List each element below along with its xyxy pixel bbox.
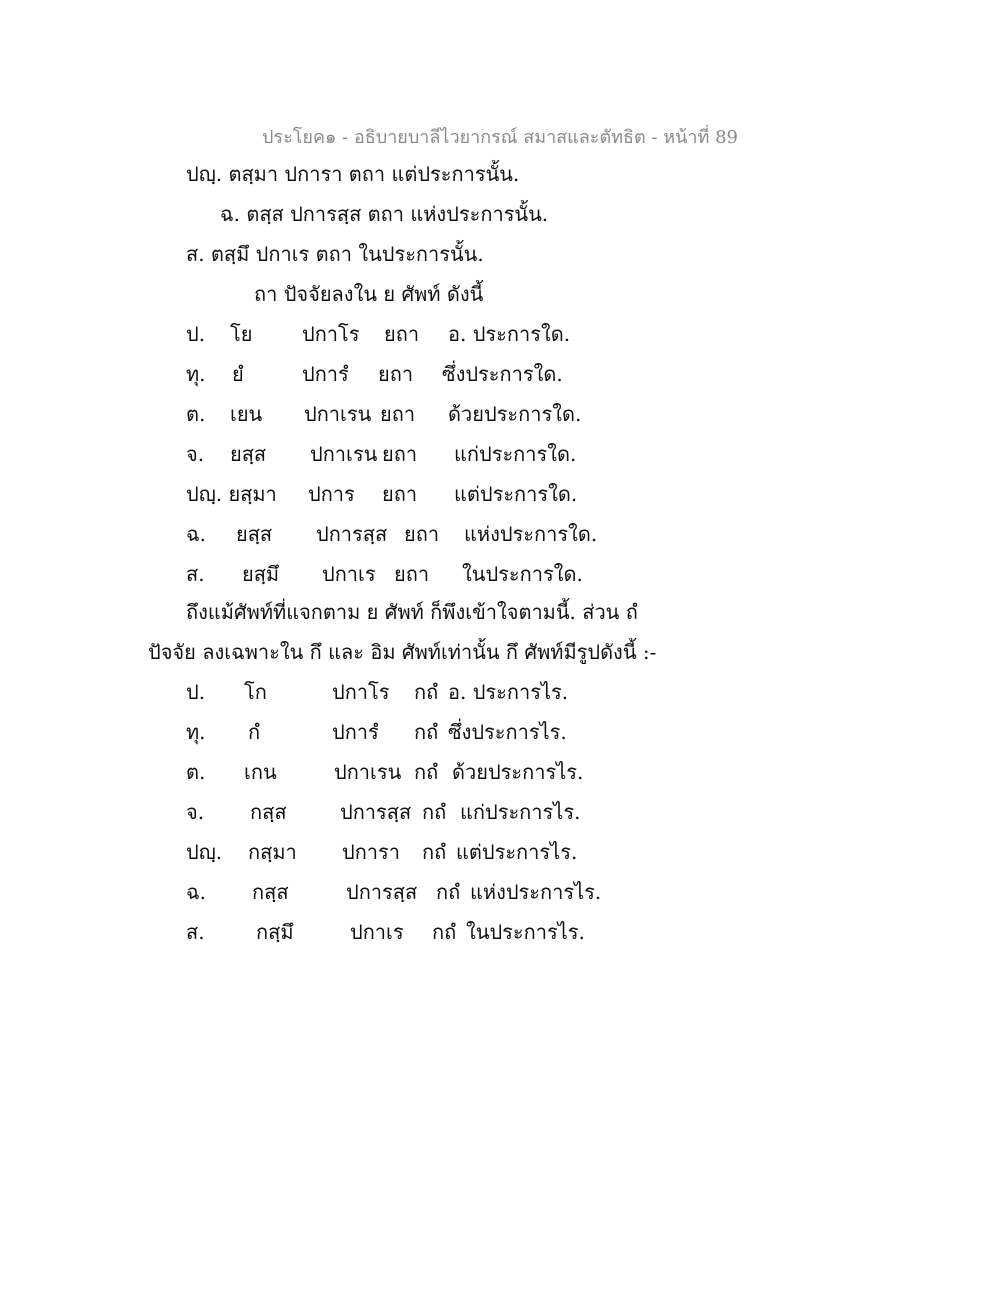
noun-form: ปกาเร	[350, 920, 404, 944]
pronoun-form: โก	[244, 680, 267, 704]
ka-table-row	[186, 878, 886, 906]
case-label: จ.	[186, 800, 205, 824]
intro-line-ablative: ปญฺ. ตสฺมา ปการา ตถา แต่ประการนั้น.	[186, 162, 520, 186]
case-label: ปญฺ. ยสฺมา	[186, 482, 277, 506]
meaning: ซึ่งประการไร.	[448, 720, 567, 744]
ya-table-row	[186, 360, 886, 388]
suffix-form: ยถา	[404, 522, 440, 546]
meaning: แก่ประการไร.	[460, 800, 581, 824]
meaning: อ. ประการไร.	[448, 680, 569, 704]
suffix-form: กถํ	[414, 760, 439, 784]
meaning: แต่ประการใด.	[454, 482, 578, 506]
ya-table-row	[186, 440, 886, 468]
pronoun-form: กสฺส	[252, 880, 289, 904]
noun-form: ปการา	[342, 840, 401, 864]
explanation-line-2: ปัจจัย ลงเฉพาะใน กึ และ อิม ศัพท์เท่านั้น กึ ศัพท์มีรูปดังนี้ :-	[148, 640, 657, 664]
ka-table-row	[186, 838, 886, 866]
meaning: ในประการใด.	[462, 562, 583, 586]
meaning: อ. ประการใด.	[448, 322, 571, 346]
suffix-form: ยถา	[394, 562, 430, 586]
meaning: ในประการไร.	[466, 920, 585, 944]
suffix-form: ยถา	[382, 442, 418, 466]
ya-table-row	[186, 560, 886, 588]
case-label: ต.	[186, 402, 206, 426]
noun-form: ปกาเรน	[304, 402, 372, 426]
noun-form: ปการ	[308, 482, 355, 506]
case-label: ฉ.	[186, 522, 206, 546]
ya-table-row	[186, 520, 886, 548]
ka-table-row	[186, 758, 886, 786]
noun-form: ปกาเรน	[310, 442, 378, 466]
meaning: แก่ประการใด.	[454, 442, 577, 466]
meaning: ด้วยประการไร.	[452, 760, 584, 784]
pronoun-form: กํ	[248, 720, 261, 744]
pronoun-form: เกน	[244, 760, 277, 784]
ka-table-row	[186, 918, 886, 946]
case-label: ปญฺ.	[186, 840, 223, 864]
pronoun-form: กสฺส	[250, 800, 287, 824]
meaning: แต่ประการไร.	[456, 840, 578, 864]
case-label: ทุ.	[186, 362, 206, 386]
suffix-form: กถํ	[432, 920, 457, 944]
intro-line-genitive: ฉ. ตสฺส ปการสฺส ตถา แห่งประการนั้น.	[220, 202, 549, 226]
ya-table-row	[186, 480, 886, 508]
explanation-line-1: ถึงแม้ศัพท์ที่แจกตาม ย ศัพท์ ก็พึงเข้าใจตามนี้. ส่วน ถํ	[186, 600, 638, 624]
case-label: ต.	[186, 760, 206, 784]
ka-table-row	[186, 718, 886, 746]
ka-table-row	[186, 798, 886, 826]
ya-section-heading: ถา ปัจจัยลงใน ย ศัพท์ ดังนี้	[254, 282, 484, 306]
pronoun-form: ยสฺส	[236, 522, 273, 546]
ya-table-row	[186, 400, 886, 428]
case-label: ป.	[186, 322, 206, 346]
noun-form: ปการสฺส	[316, 522, 388, 546]
suffix-form: กถํ	[422, 800, 447, 824]
pronoun-form: กสฺมึ	[256, 920, 294, 944]
pronoun-form: เยน	[230, 402, 263, 426]
noun-form: ปกาเร	[322, 562, 376, 586]
pronoun-form: ยสฺส	[230, 442, 267, 466]
case-label: ฉ.	[186, 880, 206, 904]
intro-line-locative: ส. ตสฺมึ ปกาเร ตถา ในประการนั้น.	[186, 242, 484, 266]
pronoun-form: ยสฺมึ	[242, 562, 280, 586]
case-label: ส.	[186, 562, 205, 586]
suffix-form: ยถา	[380, 402, 416, 426]
suffix-form: ยถา	[384, 322, 420, 346]
suffix-form: ยถา	[382, 482, 418, 506]
pronoun-form: โย	[230, 322, 253, 346]
case-label: ทุ.	[186, 720, 206, 744]
meaning: ซึ่งประการใด.	[442, 362, 563, 386]
pronoun-form: ยํ	[232, 362, 244, 386]
noun-form: ปการํ	[302, 362, 349, 386]
pronoun-form: กสฺมา	[248, 840, 297, 864]
meaning: ด้วยประการใด.	[448, 402, 582, 426]
noun-form: ปกาโร	[302, 322, 360, 346]
page-header: ประโยค๑ - อธิบายบาลีไวยากรณ์ สมาสและตัทธิต - หน้าที่ 89	[262, 127, 738, 148]
case-label: จ.	[186, 442, 205, 466]
suffix-form: กถํ	[414, 720, 439, 744]
noun-form: ปการสฺส	[346, 880, 418, 904]
meaning: แห่งประการไร.	[470, 880, 602, 904]
ya-table-row	[186, 320, 886, 348]
noun-form: ปกาเรน	[334, 760, 402, 784]
suffix-form: ยถา	[378, 362, 414, 386]
case-label: ป.	[186, 680, 206, 704]
suffix-form: กถํ	[436, 880, 461, 904]
noun-form: ปการํ	[332, 720, 379, 744]
meaning: แห่งประการใด.	[464, 522, 598, 546]
ka-table-row	[186, 678, 886, 706]
suffix-form: กถํ	[414, 680, 439, 704]
case-label: ส.	[186, 920, 205, 944]
suffix-form: กถํ	[422, 840, 447, 864]
noun-form: ปการสฺส	[340, 800, 412, 824]
noun-form: ปกาโร	[332, 680, 390, 704]
